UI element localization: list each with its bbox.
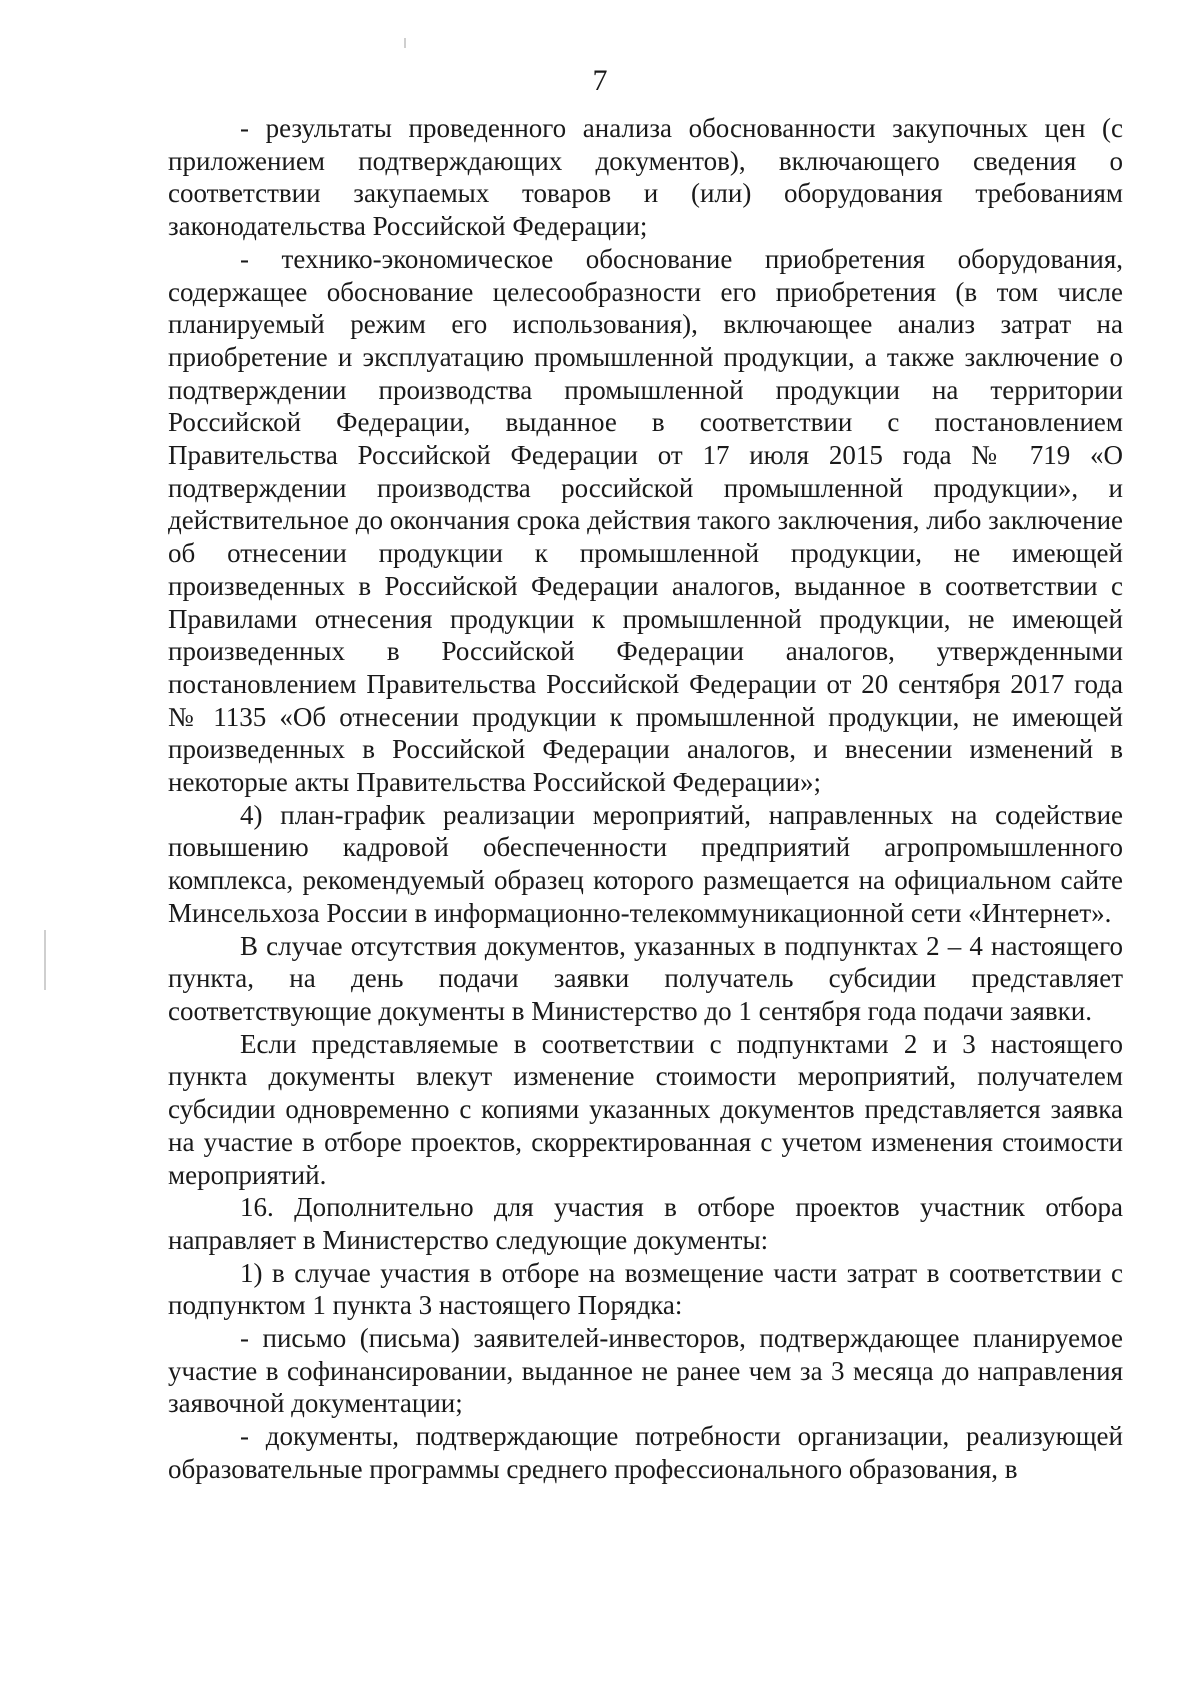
paragraph-item-4-schedule: 4) план-график реализации мероприятий, направленных на содействие повышению кадровой обеспеченности предприятий агропромышленного комплекса, рекомендуемый образец которого размещается на официальном сайте Минсельхоза России в информационно-телекоммуникационной сети «Интернет». — [168, 799, 1123, 928]
paragraph-feasibility-study: - технико-экономическое обоснование приобретения оборудования, содержащее обоснование целесообразности его приобретения (в том числе планируемый режим его использования), включающее анализ затрат на приобретение и эксплуатацию промышленной продукции, а также заключение о подтверждении производства промышленной продукции на территории Российской Федерации, выданное в соответствии с постановлением Правительства Российской Федерации от 17 июля 2015 года № 719 «О подтверждении производства российской промышленной продукции», и действительное до окончания срока действия такого заключения, либо заключение об отнесении продукции к промышленной продукции, не имеющей произведенных в Российской Федерации аналогов, выданное в соответствии с Правилами отнесения продукции к промышленной продукции, не имеющей произведенных в Российской Федерации аналогов, утвержденными постановлением Правительства Российской Федерации от 20 сентября 2017 года № 1135 «Об отнесении продукции к промышленной продукции, не имеющей произведенных в Российской Федерации аналогов, и внесении изменений в некоторые акты Правительства Российской Федерации»; — [168, 243, 1123, 798]
paragraph-missing-documents: В случае отсутствия документов, указанных в подпунктах 2 – 4 настоящего пункта, на день подачи заявки получатель субсидии представляет соответствующие документы в Министерство до 1 сентября года подачи заявки. — [168, 930, 1123, 1026]
paragraph-cost-change: Если представляемые в соответствии с подпунктами 2 и 3 настоящего пункта документы влекут изменение стоимости мероприятий, получателем субсидии одновременно с копиями указанных документов представляется заявка на участие в отборе проектов, скорректированная с учетом изменения стоимости мероприятий. — [168, 1028, 1123, 1190]
document-body — [168, 112, 1123, 1486]
paragraph-item-1-reimbursement: 1) в случае участия в отборе на возмещение части затрат в соответствии с подпунктом 1 пункта 3 настоящего Порядка: — [168, 1257, 1123, 1321]
paragraph-section-16: 16. Дополнительно для участия в отборе проектов участник отбора направляет в Министерство следующие документы: — [168, 1192, 1123, 1255]
paragraph-purchase-price-analysis: - результаты проведенного анализа обоснованности закупочных цен (с приложением подтверждающих документов), включающего сведения о соответствии закупаемых товаров и (или) оборудования требованиям законодательства Российской Федерации; — [168, 113, 1123, 242]
scan-top-mark — [404, 38, 406, 48]
page-number: 7 — [592, 64, 608, 97]
paragraph-organization-needs: - документы, подтверждающие потребности организации, реализующей образовательные программы среднего профессионального образования, в — [168, 1421, 1123, 1484]
paragraph-investor-letter: - письмо (письма) заявителей-инвесторов, подтверждающее планируемое участие в софинансировании, выданное не ранее чем за 3 месяца до направления заявочной документации; — [168, 1323, 1123, 1419]
scan-edge-mark — [44, 930, 46, 990]
